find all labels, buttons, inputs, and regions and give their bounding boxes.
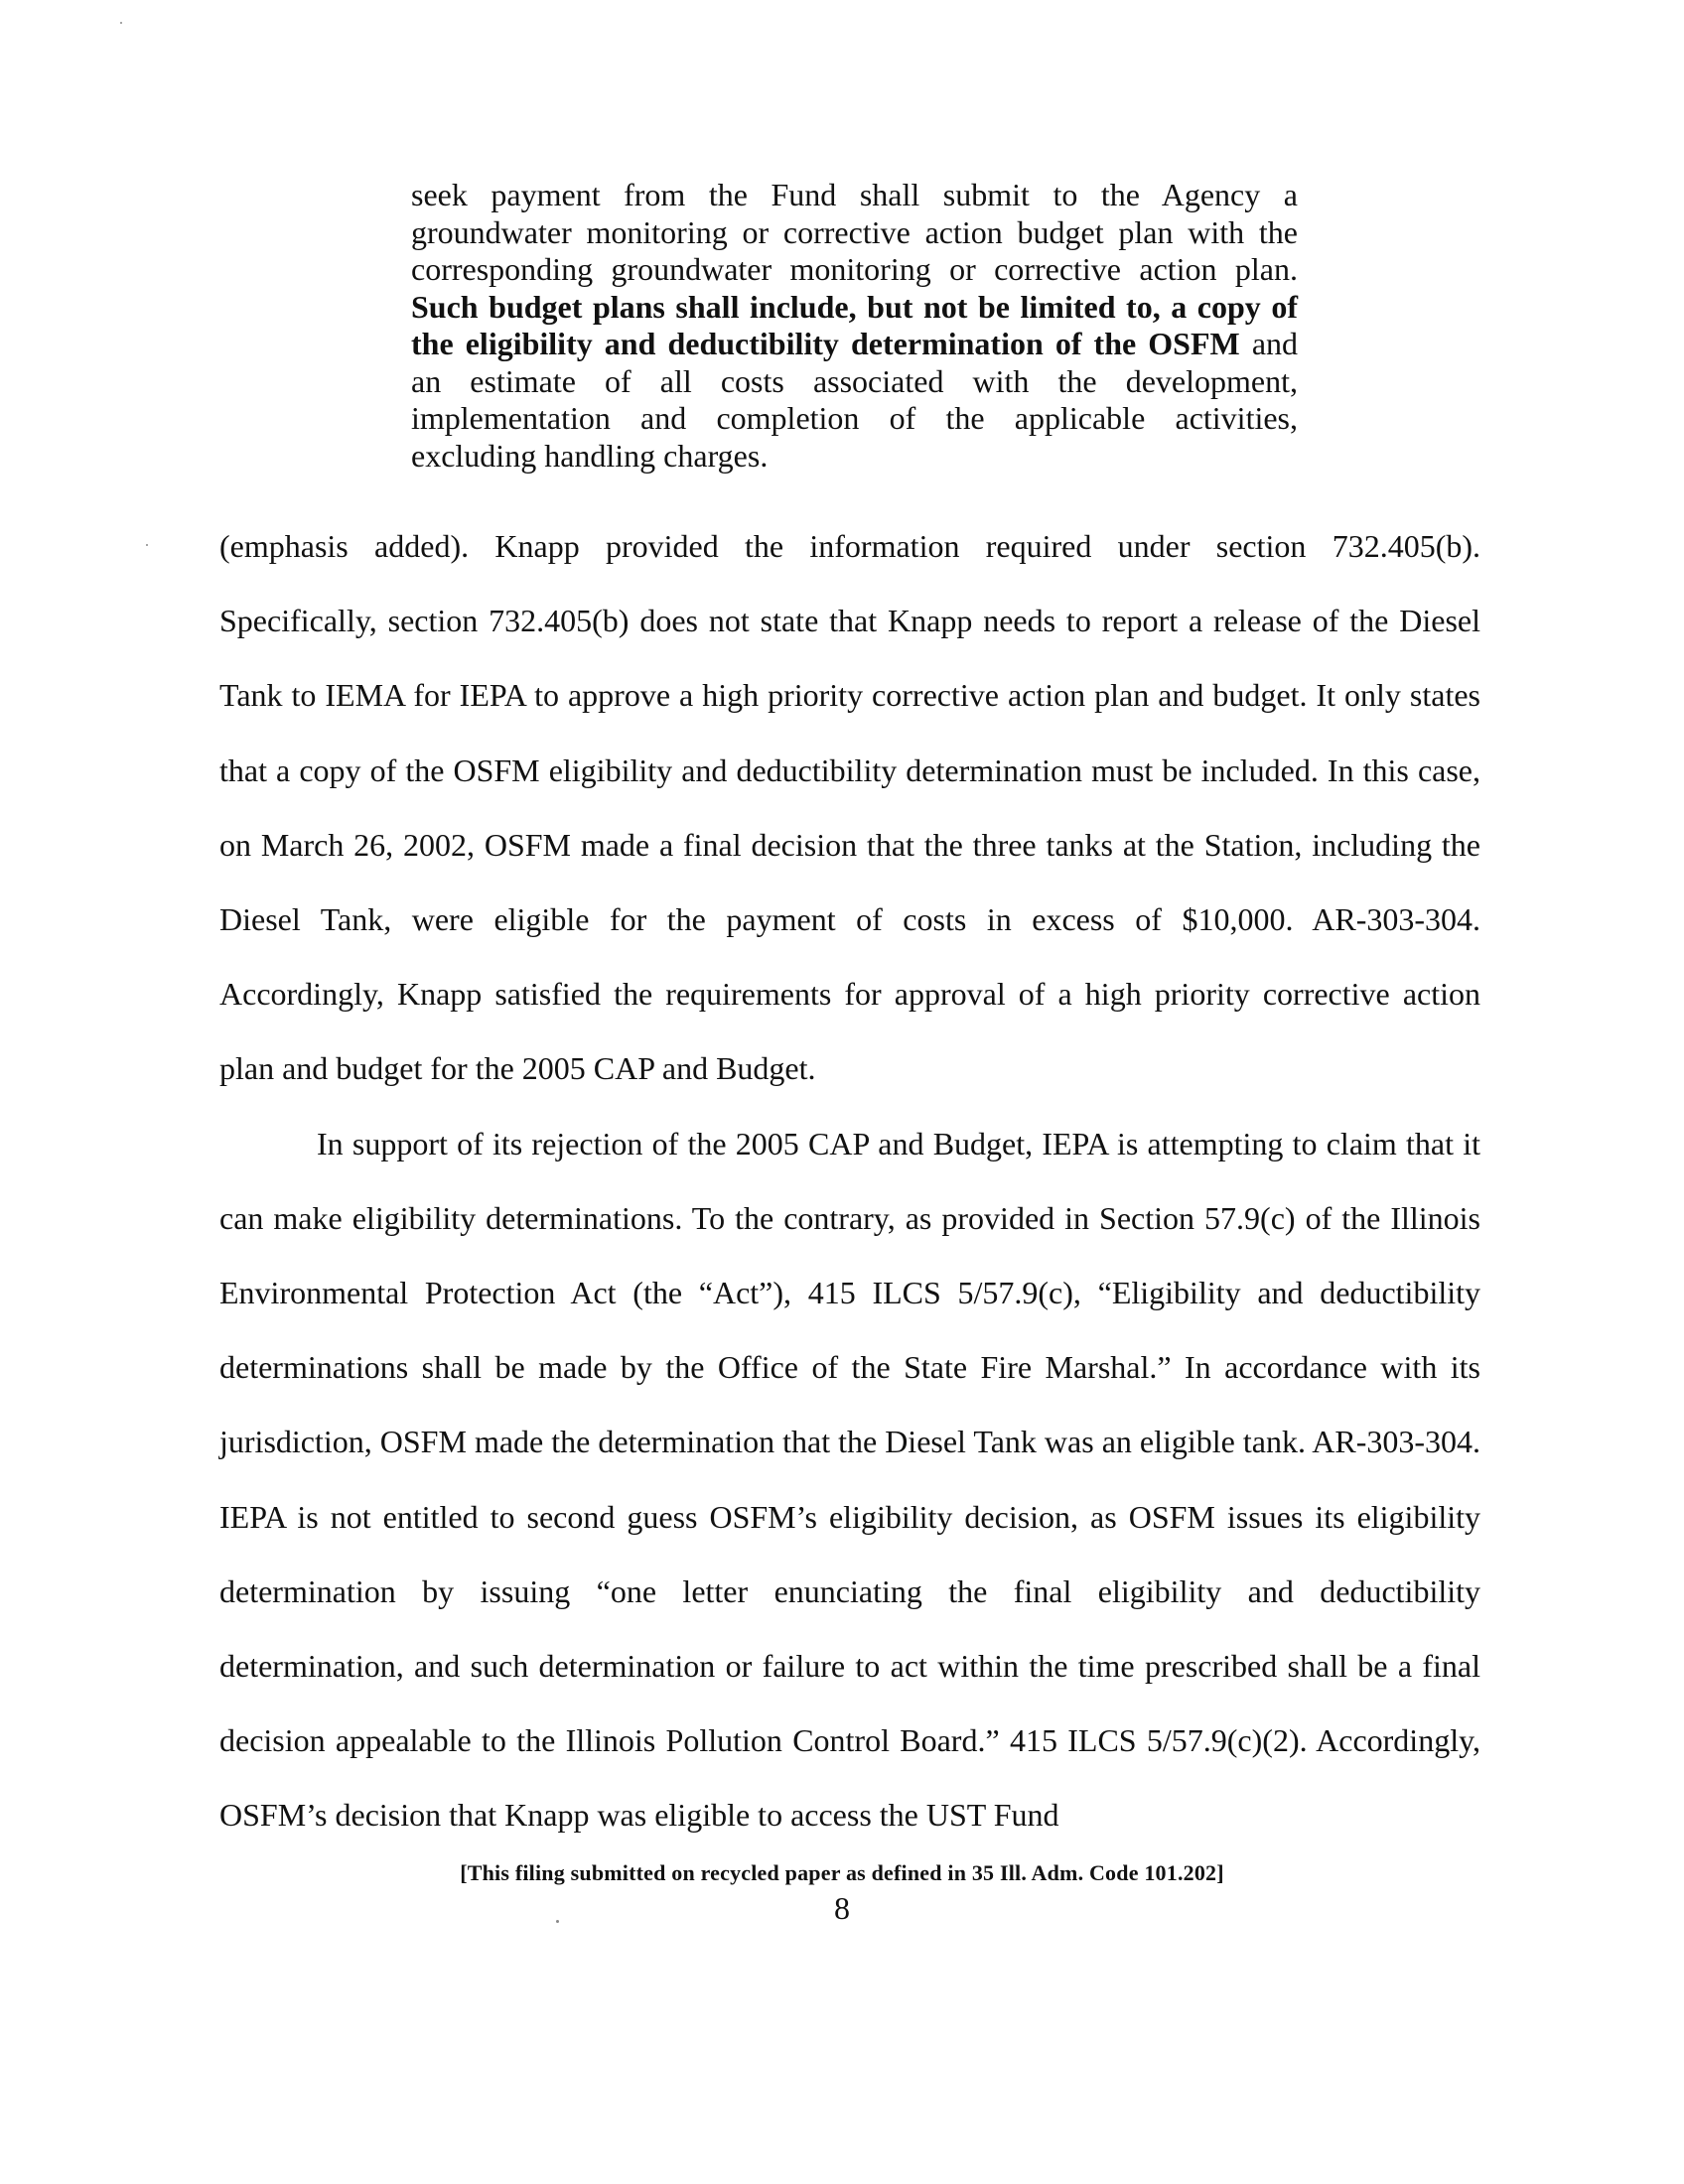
block-quote-tail: and an estimate of all costs associated with the development, implementation and completion of the applicable activities, excluding handling charges. xyxy=(411,326,1299,474)
block-quote-lead: seek payment from the Fund shall submit to the Agency a groundwater monitoring or corrective action budget plan with the corresponding groundwater monitoring or corrective action plan. xyxy=(411,177,1298,287)
scan-speck xyxy=(120,22,122,24)
scan-speck xyxy=(146,544,148,546)
paragraph-eligibility-determinations: In support of its rejection of the 2005 CAP and Budget, IEPA is attempting to claim that it can make eligibility determinations. To the contrary, as provided in Section 57.9(c) of the Illinois Environmental Protection Act (the “Act”), 415 ILCS 5/57.9(c), “Eligibility and deductibility determinations shall be made by the Office of the State Fire Marshal.” In accordance with its jurisdiction, OSFM made the determination that the Diesel Tank was an eligible tank. AR-303-304. IEPA is not entitled to second guess OSFM’s eligibility decision, as OSFM issues its eligibility determination by issuing “one letter enunciating the final eligibility and deductibility determination, and such determination or failure to act within the time prescribed shall be a final decision appealable to the Illinois Pollution Control Board.” 415 ILCS 5/57.9(c)(2). Accordingly, OSFM’s decision that Knapp was eligible to access the UST Fund xyxy=(219,1125,1480,1834)
block-quote xyxy=(411,177,1298,475)
block-quote-paragraph xyxy=(411,177,1298,475)
page-number: 8 xyxy=(834,1890,850,1926)
recycled-paper-notice: [This filing submitted on recycled paper as defined in 35 Ill. Adm. Code 101.202] xyxy=(460,1860,1224,1885)
scan-speck xyxy=(556,1920,559,1923)
block-quote-emphasis: Such budget plans shall include, but not be limited to, a copy of the eligibility and deductibility determination of the OSFM xyxy=(411,288,1298,361)
paragraph-emphasis-added: (emphasis added). Knapp provided the information required under section 732.405(b). Specifically, section 732.405(b) does not state that Knapp needs to report a release of the Diesel Tank to IEMA for IEPA to approve a high priority corrective action plan and budget. It only states that a copy of the OSFM eligibility and deductibility determination must be included. In this case, on March 26, 2002, OSFM made a final decision that the three tanks at the Station, including the Diesel Tank, were eligible for the payment of costs in excess of $10,000. AR-303-304. Accordingly, Knapp satisfied the requirements for approval of a high priority corrective action plan and budget for the 2005 CAP and Budget. xyxy=(219,528,1480,1087)
body-text xyxy=(219,509,1480,1853)
